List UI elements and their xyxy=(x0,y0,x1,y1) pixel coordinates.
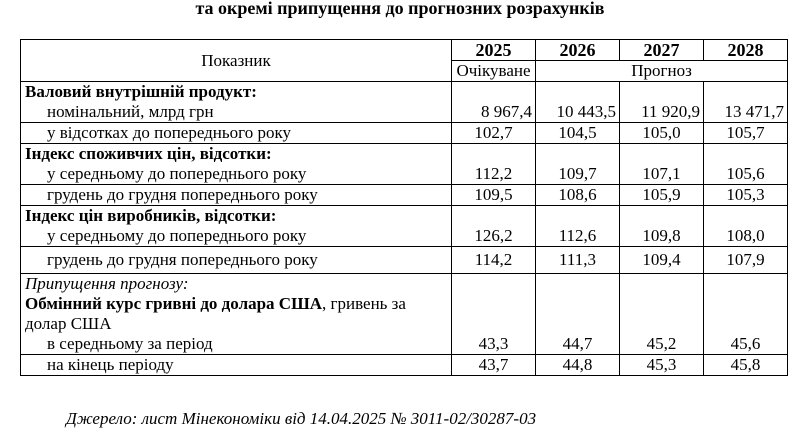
cell-value: 105,6 xyxy=(704,164,788,185)
row-label: грудень до грудня попереднього року xyxy=(21,247,452,274)
table-row xyxy=(21,82,788,103)
table-row xyxy=(21,226,788,247)
fx-title-bold: Обмінний курс гривні до долара США xyxy=(25,294,323,313)
table-row xyxy=(21,144,788,165)
cell-value: 13 471,7 xyxy=(704,102,788,123)
cell-value: 11 920,9 xyxy=(620,102,704,123)
table-row xyxy=(21,185,788,206)
header-forecast: Прогноз xyxy=(536,61,788,82)
table-row xyxy=(21,164,788,185)
header-year: 2028 xyxy=(704,40,788,61)
fx-title xyxy=(21,294,452,334)
cell-value: 44,8 xyxy=(536,355,620,376)
table-row xyxy=(21,102,788,123)
cell-value: 108,0 xyxy=(704,226,788,247)
cell-value: 105,7 xyxy=(704,123,788,144)
cell-value: 114,2 xyxy=(452,247,536,274)
table-row xyxy=(21,274,788,295)
cell-value: 102,7 xyxy=(452,123,536,144)
cell-value: 126,2 xyxy=(452,226,536,247)
cell-value: 105,9 xyxy=(620,185,704,206)
section-title-ppi: Індекс цін виробників, відсотки: xyxy=(21,206,452,227)
section-title-gdp: Валовий внутрішній продукт: xyxy=(21,82,452,103)
table-row xyxy=(21,334,788,355)
cell-value: 107,1 xyxy=(620,164,704,185)
header-year: 2027 xyxy=(620,40,704,61)
header-year: 2025 xyxy=(452,40,536,61)
cell-value: 10 443,5 xyxy=(536,102,620,123)
table-row xyxy=(21,294,788,334)
cell-value: 109,8 xyxy=(620,226,704,247)
cell-value: 105,0 xyxy=(620,123,704,144)
cell-value: 44,7 xyxy=(536,334,620,355)
fx-title-rest: , гривень за долар США xyxy=(25,294,406,333)
table-row xyxy=(21,123,788,144)
cell-value: 108,6 xyxy=(536,185,620,206)
row-label: у відсотках до попереднього року xyxy=(21,123,452,144)
cell-value: 111,3 xyxy=(536,247,620,274)
cell-value: 105,3 xyxy=(704,185,788,206)
cell-value: 112,2 xyxy=(452,164,536,185)
cell-value: 45,3 xyxy=(620,355,704,376)
forecast-table xyxy=(20,39,788,376)
table-row xyxy=(21,206,788,227)
cell-value: 109,5 xyxy=(452,185,536,206)
cell-value: 45,2 xyxy=(620,334,704,355)
cell-value: 112,6 xyxy=(536,226,620,247)
cell-value: 43,3 xyxy=(452,334,536,355)
header-expected: Очікуване xyxy=(452,61,536,82)
row-label: на кінець періоду xyxy=(21,355,452,376)
row-label: у середньому до попереднього року xyxy=(21,226,452,247)
cell-value: 109,4 xyxy=(620,247,704,274)
row-label: в середньому за період xyxy=(21,334,452,355)
table-row xyxy=(21,247,788,274)
cell-value: 45,6 xyxy=(704,334,788,355)
cell-value: 8 967,4 xyxy=(452,102,536,123)
header-row-years xyxy=(21,40,788,61)
assumptions-label: Припущення прогнозу: xyxy=(21,274,452,295)
source-note: Джерело: лист Мінекономіки від 14.04.2025 № 3011-02/30287-03 xyxy=(66,409,537,428)
row-label: номінальний, млрд грн xyxy=(21,102,452,123)
cell-value: 107,9 xyxy=(704,247,788,274)
header-year: 2026 xyxy=(536,40,620,61)
header-indicator: Показник xyxy=(21,40,452,82)
table-title: та окремі припущення до прогнозних розрахунків xyxy=(195,0,605,18)
cell-value: 109,7 xyxy=(536,164,620,185)
row-label: у середньому до попереднього року xyxy=(21,164,452,185)
cell-value: 104,5 xyxy=(536,123,620,144)
cell-value: 43,7 xyxy=(452,355,536,376)
cell-value: 45,8 xyxy=(704,355,788,376)
table-row xyxy=(21,355,788,376)
section-title-cpi: Індекс споживчих цін, відсотки: xyxy=(21,144,452,165)
row-label: грудень до грудня попереднього року xyxy=(21,185,452,206)
